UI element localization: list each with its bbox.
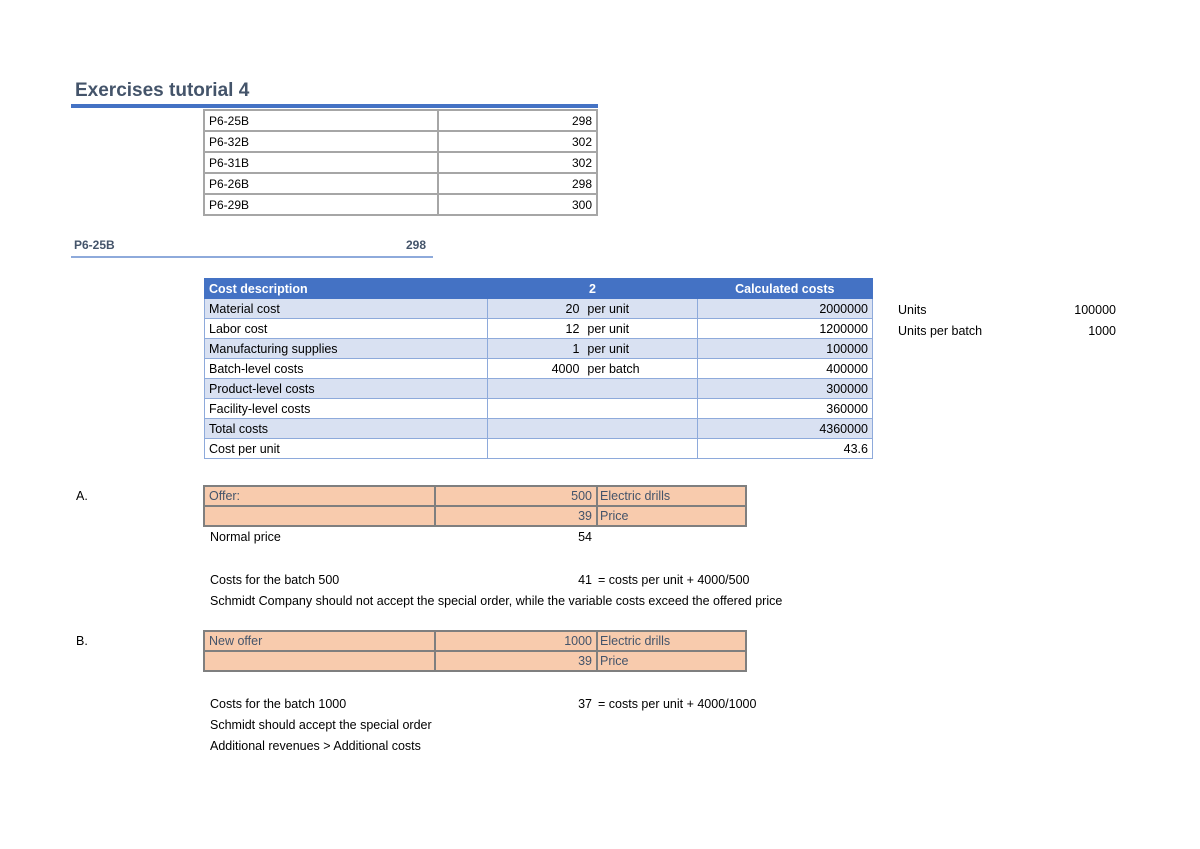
- table-row: [205, 339, 873, 359]
- offer-price: 39: [435, 506, 597, 526]
- header-calculated: Calculated costs: [697, 279, 872, 299]
- offer-quantity: 500: [435, 486, 597, 506]
- exercise-page: 300: [438, 194, 597, 215]
- exercise-page: 302: [438, 152, 597, 173]
- table-row: [205, 419, 873, 439]
- exercise-page: 298: [438, 110, 597, 131]
- title-underline: [71, 104, 598, 108]
- table-row: [205, 439, 873, 459]
- offer-quantity-unit: Electric drills: [597, 486, 746, 506]
- table-row: [205, 319, 873, 339]
- units-per-batch-value: 1000: [1088, 324, 1116, 338]
- cost-unit: per unit: [583, 319, 697, 339]
- table-row: [204, 486, 746, 506]
- header-amount: 2: [488, 279, 697, 299]
- table-row: [204, 152, 597, 173]
- part-b-conclusion: Schmidt should accept the special order: [210, 718, 432, 732]
- cost-unit: [583, 379, 697, 399]
- cost-unit: [583, 419, 697, 439]
- offer-quantity: 1000: [435, 631, 597, 651]
- table-row: [204, 173, 597, 194]
- exercise-code: P6-29B: [204, 194, 438, 215]
- exercise-page: 298: [438, 173, 597, 194]
- cost-unit: per batch: [583, 359, 697, 379]
- cost-amount: [488, 419, 584, 439]
- normal-price-value: 54: [578, 530, 592, 544]
- normal-price-label: Normal price: [210, 530, 281, 544]
- cost-calc: 300000: [697, 379, 872, 399]
- offer-b-table: [203, 630, 747, 672]
- table-row: [204, 110, 597, 131]
- section-code: P6-25B: [74, 238, 115, 252]
- table-row: [205, 399, 873, 419]
- cost-desc: Total costs: [205, 419, 488, 439]
- units-per-batch-label: Units per batch: [898, 324, 983, 338]
- offer-a-table: [203, 485, 747, 527]
- batch-500-formula: = costs per unit + 4000/500: [598, 573, 750, 587]
- header-description: Cost description: [205, 279, 488, 299]
- empty-cell: [204, 506, 435, 526]
- exercise-page: 302: [438, 131, 597, 152]
- part-a-conclusion: Schmidt Company should not accept the special order, while the variable costs exceed the offered price: [210, 594, 783, 608]
- section-page: 298: [406, 238, 427, 252]
- cost-amount: 12: [488, 319, 584, 339]
- exercise-index-table: [203, 109, 598, 216]
- table-row: [204, 506, 746, 526]
- cost-calc: 1200000: [697, 319, 872, 339]
- exercise-code: P6-25B: [204, 110, 438, 131]
- units-value: 100000: [1074, 303, 1116, 317]
- page-title: Exercises tutorial 4: [75, 80, 250, 101]
- cost-desc: Manufacturing supplies: [205, 339, 488, 359]
- cost-desc: Product-level costs: [205, 379, 488, 399]
- table-row: [205, 359, 873, 379]
- offer-price-unit: Price: [597, 651, 746, 671]
- cost-desc: Labor cost: [205, 319, 488, 339]
- table-row: [204, 194, 597, 215]
- cost-desc: Batch-level costs: [205, 359, 488, 379]
- cost-table-header: [205, 279, 873, 299]
- offer-label: New offer: [204, 631, 435, 651]
- cost-calc: 43.6: [697, 439, 872, 459]
- cost-amount: [488, 399, 584, 419]
- cost-calc: 360000: [697, 399, 872, 419]
- exercise-code: P6-26B: [204, 173, 438, 194]
- cost-unit: [583, 399, 697, 419]
- cost-unit: per unit: [583, 339, 697, 359]
- batch-1000-costs-label: Costs for the batch 1000: [210, 697, 347, 711]
- cost-desc: Material cost: [205, 299, 488, 319]
- table-row: [205, 299, 873, 319]
- cost-amount: 1: [488, 339, 584, 359]
- table-row: [205, 379, 873, 399]
- offer-price-unit: Price: [597, 506, 746, 526]
- cost-desc: Facility-level costs: [205, 399, 488, 419]
- batch-500-costs-label: Costs for the batch 500: [210, 573, 340, 587]
- cost-amount: [488, 439, 584, 459]
- cost-unit: [583, 439, 697, 459]
- cost-amount: [488, 379, 584, 399]
- part-b-reason: Additional revenues > Additional costs: [210, 739, 421, 753]
- offer-label: Offer:: [204, 486, 435, 506]
- part-a-label: A.: [76, 489, 88, 503]
- offer-quantity-unit: Electric drills: [597, 631, 746, 651]
- cost-calc: 4360000: [697, 419, 872, 439]
- batch-1000-formula: = costs per unit + 4000/1000: [598, 697, 757, 711]
- cost-amount: 20: [488, 299, 584, 319]
- table-row: [204, 631, 746, 651]
- exercise-code: P6-32B: [204, 131, 438, 152]
- batch-500-costs-value: 41: [578, 573, 592, 587]
- offer-price: 39: [435, 651, 597, 671]
- cost-calc: 100000: [697, 339, 872, 359]
- cost-amount: 4000: [488, 359, 584, 379]
- section-underline: [71, 256, 433, 258]
- table-row: [204, 651, 746, 671]
- batch-1000-costs-value: 37: [578, 697, 592, 711]
- units-label: Units: [898, 303, 927, 317]
- cost-unit: per unit: [583, 299, 697, 319]
- cost-desc: Cost per unit: [205, 439, 488, 459]
- part-b-label: B.: [76, 634, 88, 648]
- cost-calc: 2000000: [697, 299, 872, 319]
- cost-table: [204, 278, 873, 459]
- cost-calc: 400000: [697, 359, 872, 379]
- empty-cell: [204, 651, 435, 671]
- table-row: [204, 131, 597, 152]
- exercise-code: P6-31B: [204, 152, 438, 173]
